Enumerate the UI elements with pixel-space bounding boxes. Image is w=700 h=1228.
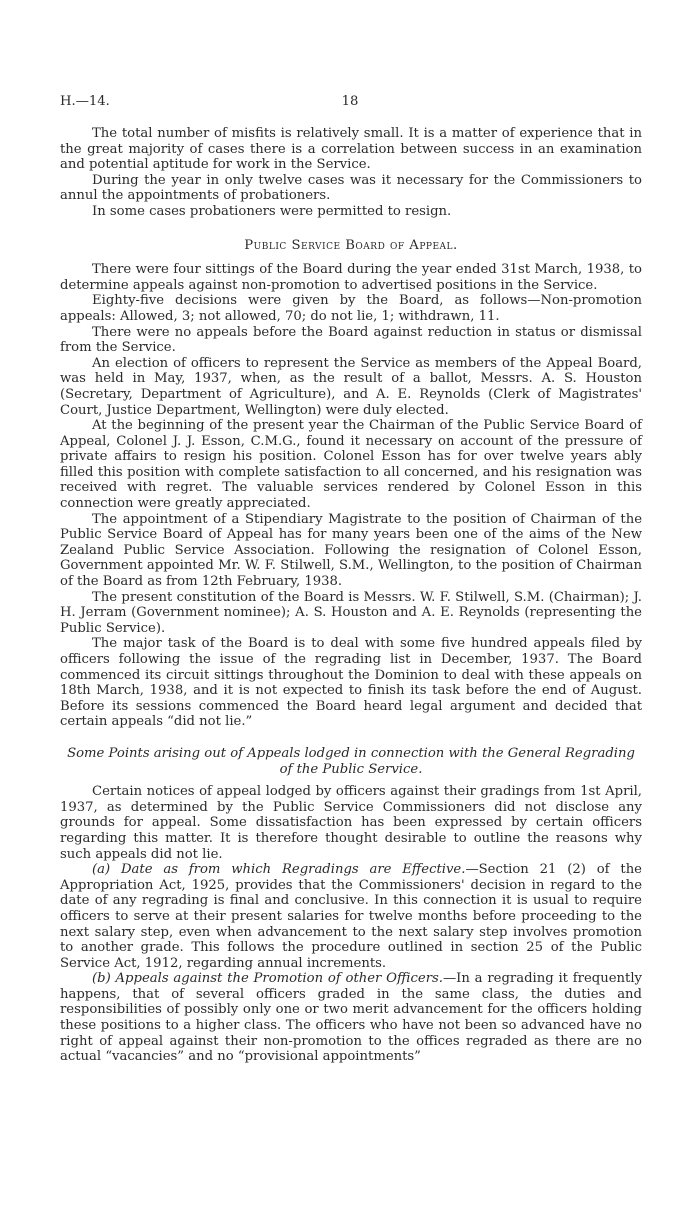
regrading-item-a (60, 862, 642, 971)
appeal-paragraph-5: At the beginning of the present year the Chairman of the Public Service Board of Appeal, Colonel J. J. Esson, C.M.G., found it necessary on account of the pressure of private affairs to resign his position. Colonel Esson has for over twelve years ably filled this position with complete satisfaction to all concerned, and his resignation was received with regret. The valuable services rendered by Colonel Esson in this connection were greatly appreciated. (60, 418, 642, 512)
item-a-text: —Section 21 (2) of the Appropriation Act, 1925, provides that the Commissioners' decision in regard to the date of any regrading is final and conclusive. In this connection it is usual to require officers to serve at their present salaries for twelve months before proceeding to the next salary step, even when advancement to the next salary step involves promotion to another grade. This follows the procedure outlined in section 25 of the Public Service Act, 1912, regarding annual increments. (60, 862, 642, 971)
section-heading-board-of-appeal: Public Service Board of Appeal. (244, 237, 458, 253)
item-b-label: (b) Appeals against the Promotion of other Officers. (92, 971, 443, 987)
intro-paragraph-1: The total number of misfits is relatively small. It is a matter of experience that in the great majority of cases there is a correlation between success in an examination and potential aptitude for work in the Service. (60, 126, 642, 173)
document-code: H.—14. (60, 94, 110, 109)
appeal-paragraph-3: There were no appeals before the Board against reduction in status or dismissal from the Service. (60, 324, 642, 356)
item-b-text: —In a regrading it frequently happens, that of several officers graded in the same class, the duties and responsibilities of possibly only one or two merit advancement for the officers holding these positions to a higher class. The officers who have not been so advanced have no right of appeal against their non-promotion to the offices regraded as there are no actual “vacancies” and no “provisional appointments” (60, 971, 642, 1065)
appeal-paragraph-8: The major task of the Board is to deal with some five hundred appeals filed by officers following the issue of the regrading list in December, 1937. The Board commenced its circuit sittings throughout the Dominion to deal with these appeals on 18th March, 1938, and it is not expected to finish its task before the end of August. Before its sessions commenced the Board heard legal argument and decided that certain appeals “did not lie.” (60, 636, 642, 730)
regrading-heading-line-2: of the Public Service. (279, 761, 423, 777)
regrading-paragraph-1: Certain notices of appeal lodged by officers against their gradings from 1st April, 1937, as determined by the Public Service Commissioners did not disclose any grounds for appeal. Some dissatisfaction has been expressed by certain officers regarding this matter. It is therefore thought desirable to outline the reasons why such appeals did not lie. (60, 784, 642, 862)
item-a-label: (a) Date as from which Regradings are Effective. (92, 862, 466, 878)
appeal-paragraph-7: The present constitution of the Board is Messrs. W. F. Stilwell, S.M. (Chairman); J. H. Jerram (Government nominee); A. S. Houston and A. E. Reynolds (representing the Public Service). (60, 589, 642, 636)
appeal-paragraph-1: There were four sittings of the Board during the year ended 31st March, 1938, to determine appeals against non-promotion to advertised positions in the Service. (60, 262, 642, 293)
page-header (60, 94, 640, 110)
page-number: 18 (341, 94, 359, 109)
intro-paragraph-2: During the year in only twelve cases was it necessary for the Commissioners to annul the appointments of probationers. (60, 172, 642, 204)
appeal-paragraph-2: Eighty-five decisions were given by the Board, as follows—Non-promotion appeals: Allowed, 3; not allowed, 70; do not lie, 1; withdrawn, 11. (60, 293, 642, 324)
document-body (60, 126, 642, 1065)
regrading-item-b (60, 971, 642, 1065)
regrading-heading-line-1: Some Points arising out of Appeals lodged in connection with the General Regrading (67, 745, 635, 761)
appeal-paragraph-4: An election of officers to represent the Service as members of the Appeal Board, was held in May, 1937, when, as the result of a ballot, Messrs. A. S. Houston (Secretary, Department of Agriculture), and A. E. Reynolds (Clerk of Magistrates' Court, Justice Department, Wellington) were duly elected. (60, 355, 642, 418)
section-heading-regrading (60, 746, 642, 777)
intro-paragraph-3: In some cases probationers were permitted to resign. (92, 203, 452, 219)
appeal-paragraph-6: The appointment of a Stipendiary Magistrate to the position of Chairman of the Public Service Board of Appeal has for many years been one of the aims of the New Zealand Public Service Association. Following the resignation of Colonel Esson, Government appointed Mr. W. F. Stilwell, S.M., Wellington, to the position of Chairman of the Board as from 12th February, 1938. (60, 511, 642, 590)
